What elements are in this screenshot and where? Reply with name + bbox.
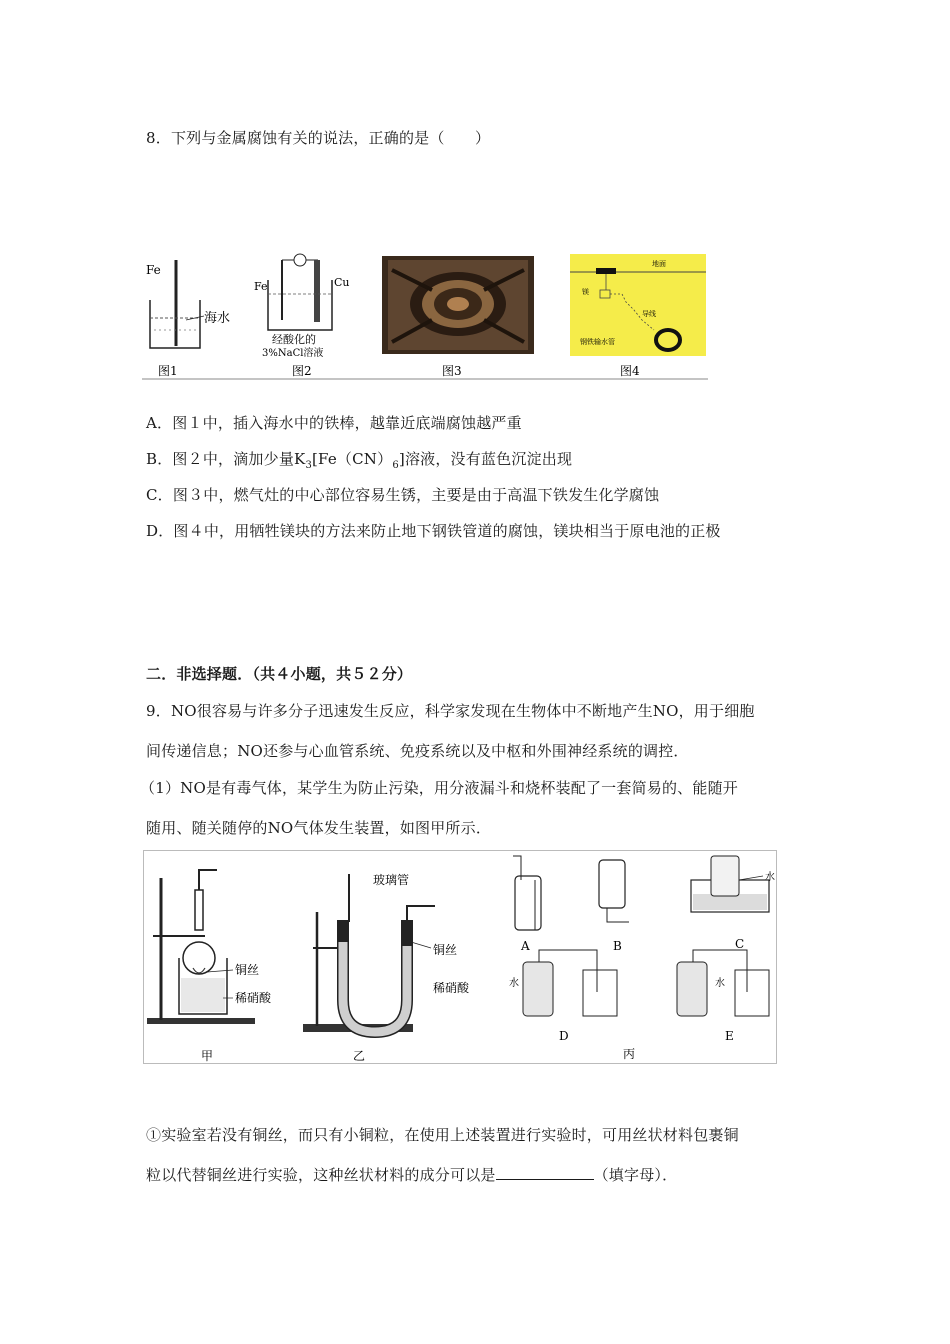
- q9-sub1-line1: ①实验室若没有铜丝，而只有小铜粒，在使用上述装置进行实验时，可用丝状材料包裹铜: [146, 1126, 739, 1144]
- fig-caption-2: 图2: [292, 364, 312, 378]
- bing-letter-d: D: [559, 1029, 569, 1043]
- bing-letter-c: C: [735, 937, 745, 951]
- answer-blank[interactable]: [496, 1165, 594, 1180]
- fig4-pipe-diagram: [570, 254, 706, 356]
- fig4-mg-label: 镁: [582, 288, 589, 296]
- fig4-pipe-label: 钢铁输水管: [580, 338, 615, 346]
- bing-letter-e: E: [725, 1029, 734, 1043]
- fig4-ground-label: 地面: [652, 260, 666, 268]
- fig-caption-3: 图3: [442, 364, 462, 378]
- q8-figure: [142, 250, 708, 382]
- bing-letter-a: A: [521, 939, 530, 953]
- fig2-cu-label: Cu: [334, 276, 350, 289]
- apparatus-jia: [147, 870, 272, 1024]
- bing-water-label-d: 水: [509, 978, 519, 989]
- q9-line4: 随用、随关随停的NO气体发生装置，如图甲所示．: [146, 819, 492, 837]
- section2-heading: 二．非选择题．（共４小题，共５２分）: [146, 665, 413, 683]
- q8-option-a: A．图１中，插入海水中的铁棒，越靠近底端腐蚀越严重: [146, 414, 522, 432]
- fig4-wire-label: 导线: [642, 310, 656, 318]
- apparatus-yi: [303, 872, 470, 1032]
- q8-option-d: D．图４中，用牺牲镁块的方法来防止地下钢铁管道的腐蚀，镁块相当于原电池的正极: [146, 522, 721, 540]
- fig1-fe-label: Fe: [146, 263, 161, 277]
- fig-caption-4: 图4: [620, 364, 640, 378]
- jia-copper-label: 铜丝: [235, 963, 260, 977]
- bing-letter-b: B: [613, 939, 622, 953]
- q9-line2: 间传递信息；NO还参与心血管系统、免疫系统以及中枢和外围神经系统的调控．: [146, 742, 689, 760]
- q9-figure: [143, 850, 777, 1065]
- bing-water-label-c: 水: [765, 872, 775, 883]
- fig1-seawater-label: 海水: [204, 311, 231, 326]
- bing-water-label-e: 水: [715, 978, 725, 989]
- q8-option-b-sub1: 3: [305, 460, 312, 471]
- fig2-solution-line1: 经酸化的: [272, 333, 316, 346]
- fig-caption-jia: 甲: [201, 1049, 214, 1063]
- q9-sub1-line2-pre: 粒以代替铜丝进行实验，这种丝状材料的成分可以是: [146, 1166, 496, 1184]
- fig3-stove-photo: [382, 256, 534, 354]
- q9-line3: （1）NO是有毒气体，某学生为防止污染，用分液漏斗和烧杯装配了一套简易的、能随开: [140, 779, 738, 797]
- q9-figure-svg: [143, 850, 777, 1065]
- fig2-cell: [254, 254, 350, 359]
- jia-acid-label: 稀硝酸: [235, 991, 272, 1005]
- q8-option-b-pre: B．图２中，滴加少量K: [146, 450, 306, 468]
- fig-caption-bing: 丙: [623, 1047, 636, 1061]
- fig-caption-1: 图1: [158, 364, 178, 378]
- q8-stem: 8．下列与金属腐蚀有关的说法，正确的是（ ）: [146, 129, 491, 147]
- yi-copper-label: 铜丝: [433, 943, 458, 957]
- yi-tube-label: 玻璃管: [373, 873, 410, 887]
- q8-option-c: C．图３中，燃气灶的中心部位容易生锈，主要是由于高温下铁发生化学腐蚀: [146, 486, 660, 504]
- q9-sub1-line2: [146, 1164, 677, 1185]
- q8-option-b-post: ]溶液，没有蓝色沉淀出现: [398, 450, 573, 468]
- yi-acid-label: 稀硝酸: [433, 981, 470, 995]
- q9-line1: 9．NO很容易与许多分子迅速发生反应，科学家发现在生物体中不断地产生NO，用于细胞: [146, 702, 755, 720]
- fig-caption-yi: 乙: [353, 1049, 366, 1063]
- q8-option-b-mid: [Fe（CN）: [312, 450, 393, 468]
- q8-figure-svg: [142, 250, 708, 382]
- q8-option-b-sub2: 6: [392, 460, 399, 471]
- fig2-fe-label: Fe: [254, 280, 268, 293]
- apparatus-bing: [509, 856, 775, 1043]
- q8-option-b: [146, 448, 572, 471]
- q9-sub1-line2-post: （填字母）．: [593, 1166, 678, 1184]
- fig2-solution-line2: 3%NaCl溶液: [262, 348, 324, 359]
- fig1-beaker: [146, 260, 230, 348]
